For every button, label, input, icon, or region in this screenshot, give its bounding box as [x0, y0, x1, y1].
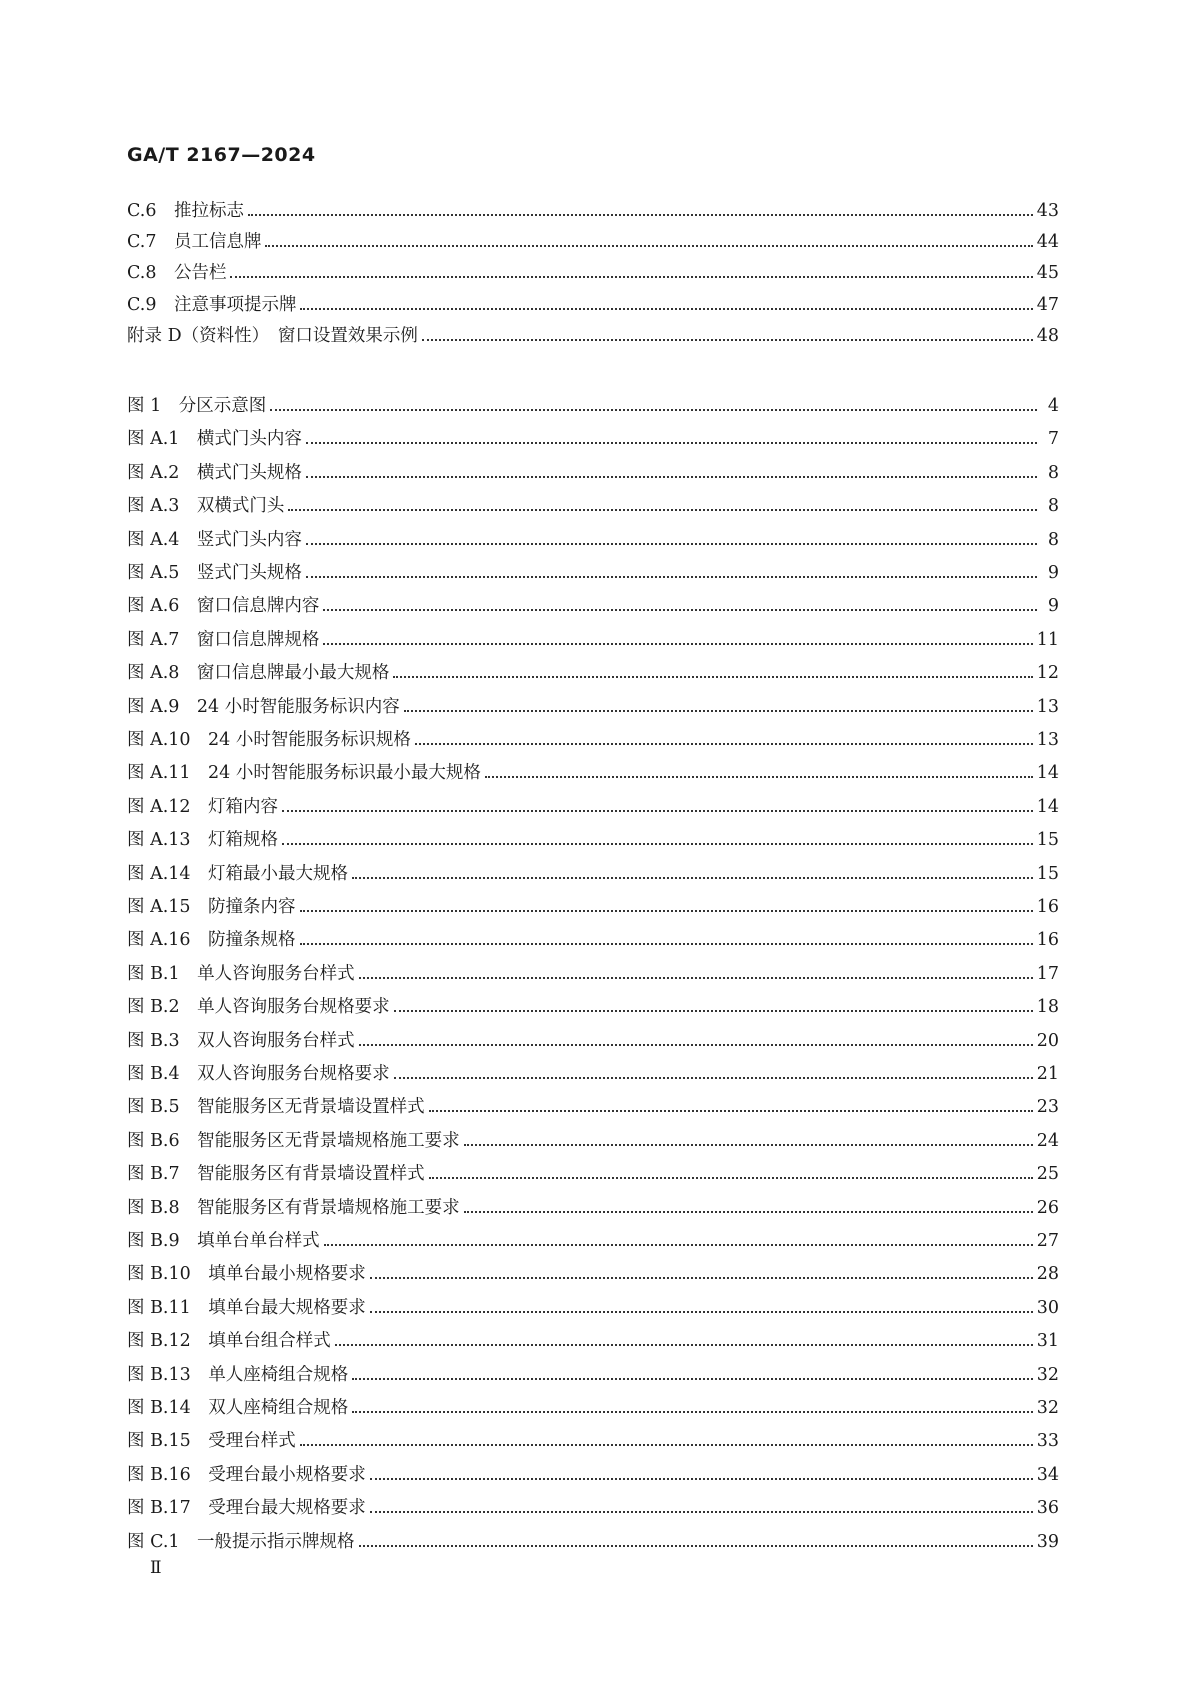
toc-entry[interactable] [127, 258, 1059, 284]
leader-dots [335, 1343, 1033, 1346]
toc-entry-label: C.7 员工信息牌 [127, 232, 262, 252]
toc-entry-label: C.6 推拉标志 [127, 201, 244, 221]
figure-entry[interactable] [127, 1126, 1059, 1152]
toc-entry-label: 图 B.13 单人座椅组合规格 [127, 1365, 349, 1385]
leader-dots [370, 1510, 1033, 1513]
toc-entry[interactable] [127, 227, 1059, 253]
leader-dots [429, 1176, 1033, 1179]
toc-entry-page: 12 [1036, 663, 1059, 683]
toc-entry-label: 图 B.16 受理台最小规格要求 [127, 1465, 366, 1485]
toc-entry-page: 8 [1047, 530, 1059, 550]
toc-entry-label: 图 A.1 横式门头内容 [127, 429, 302, 449]
toc-entry-page: 33 [1036, 1431, 1059, 1451]
toc-entry-label: 图 B.17 受理台最大规格要求 [127, 1498, 366, 1518]
leader-dots [393, 675, 1032, 678]
figure-entry[interactable] [127, 458, 1059, 484]
leader-dots [306, 441, 1037, 444]
toc-entry-label: 图 B.2 单人咨询服务台规格要求 [127, 997, 390, 1017]
leader-dots [282, 809, 1033, 812]
toc-entry-page: 30 [1036, 1298, 1059, 1318]
toc-entry-label: 图 A.8 窗口信息牌最小最大规格 [127, 663, 390, 683]
leader-dots [359, 1043, 1033, 1046]
figure-entry[interactable] [127, 424, 1059, 450]
toc-entry-label: 图 1 分区示意图 [127, 396, 267, 416]
leader-dots [464, 1143, 1033, 1146]
toc-entry-label: 图 B.9 填单台单台样式 [127, 1231, 320, 1251]
toc-entry-label: 图 B.7 智能服务区有背景墙设置样式 [127, 1164, 425, 1184]
figure-entry[interactable] [127, 658, 1059, 684]
leader-dots [370, 1276, 1033, 1279]
figure-entry[interactable] [127, 625, 1059, 651]
toc-entry-label: 图 A.13 灯箱规格 [127, 830, 279, 850]
figure-entry[interactable] [127, 1393, 1059, 1419]
toc-entry-label: C.8 公告栏 [127, 263, 227, 283]
leader-dots [323, 608, 1037, 611]
leader-dots [282, 842, 1033, 845]
leader-dots [265, 244, 1032, 247]
figure-entry[interactable] [127, 725, 1059, 751]
leader-dots [270, 408, 1037, 411]
leader-dots [324, 1243, 1033, 1246]
toc-entry[interactable] [127, 321, 1059, 347]
toc-entry-label: 图 B.8 智能服务区有背景墙规格施工要求 [127, 1198, 460, 1218]
leader-dots [394, 1076, 1033, 1079]
leader-dots [300, 942, 1033, 945]
toc-entry-label: 图 B.3 双人咨询服务台样式 [127, 1031, 355, 1051]
figure-entry[interactable] [127, 1360, 1059, 1386]
toc-entry-label: 图 A.10 24 小时智能服务标识规格 [127, 730, 411, 750]
toc-entry-label: 图 B.6 智能服务区无背景墙规格施工要求 [127, 1131, 460, 1151]
toc-entry-page: 8 [1047, 463, 1059, 483]
figure-entry[interactable] [127, 1460, 1059, 1486]
toc-entry-page: 21 [1036, 1064, 1059, 1084]
toc-entry-page: 9 [1047, 563, 1059, 583]
toc-entry-page: 15 [1036, 864, 1059, 884]
toc-entry-label: 图 C.1 一般提示指示牌规格 [127, 1532, 355, 1552]
toc-entry-label: 图 B.11 填单台最大规格要求 [127, 1298, 366, 1318]
leader-dots [415, 742, 1033, 745]
toc-entry-label: 图 B.14 双人座椅组合规格 [127, 1398, 349, 1418]
toc-entry-page: 48 [1036, 326, 1059, 346]
figure-entry[interactable] [127, 825, 1059, 851]
figure-entry[interactable] [127, 758, 1059, 784]
toc-entry-page: 32 [1036, 1398, 1059, 1418]
leader-dots [300, 1443, 1033, 1446]
toc-entry-page: 7 [1047, 429, 1059, 449]
figure-entry[interactable] [127, 1326, 1059, 1352]
toc-entry-page: 32 [1036, 1365, 1059, 1385]
figure-entry[interactable] [127, 892, 1059, 918]
toc-entry-page: 36 [1036, 1498, 1059, 1518]
toc-entry-label: 图 A.9 24 小时智能服务标识内容 [127, 697, 400, 717]
leader-dots [485, 775, 1033, 778]
leader-dots [300, 307, 1032, 310]
toc-entry-page: 25 [1036, 1164, 1059, 1184]
toc-entry-page: 39 [1036, 1532, 1059, 1552]
toc-entry-page: 26 [1036, 1198, 1059, 1218]
leader-dots [300, 909, 1033, 912]
toc-entry-page: 14 [1036, 797, 1059, 817]
leader-dots [323, 642, 1032, 645]
figure-entry[interactable] [127, 1259, 1059, 1285]
toc-entry-label: 图 B.12 填单台组合样式 [127, 1331, 331, 1351]
toc-entry-page: 11 [1036, 630, 1059, 650]
figure-entry[interactable] [127, 692, 1059, 718]
figure-entry[interactable] [127, 1493, 1059, 1519]
leader-dots [306, 575, 1037, 578]
toc-entry[interactable] [127, 196, 1059, 222]
toc-entry-page: 14 [1036, 763, 1059, 783]
figure-entry[interactable] [127, 1226, 1059, 1252]
figure-entry[interactable] [127, 1059, 1059, 1085]
figure-entry[interactable] [127, 925, 1059, 951]
toc-entry-label: 图 A.14 灯箱最小最大规格 [127, 864, 349, 884]
toc-entry-page: 24 [1036, 1131, 1059, 1151]
leader-dots [394, 1009, 1033, 1012]
toc-entry-label: 图 A.6 窗口信息牌内容 [127, 596, 320, 616]
standard-code: GA/T 2167—2024 [127, 144, 316, 166]
toc-entry-page: 18 [1036, 997, 1059, 1017]
leader-dots [352, 876, 1033, 879]
toc-entry-page: 47 [1036, 295, 1059, 315]
figure-entry[interactable] [127, 1293, 1059, 1319]
figure-entry[interactable] [127, 1026, 1059, 1052]
toc-entry-page: 34 [1036, 1465, 1059, 1485]
toc-entry-page: 9 [1047, 596, 1059, 616]
leader-dots [370, 1477, 1033, 1480]
leader-dots [352, 1377, 1032, 1380]
toc-entry-label: 图 A.2 横式门头规格 [127, 463, 302, 483]
leader-dots [370, 1310, 1033, 1313]
toc-entry-page: 15 [1036, 830, 1059, 850]
toc-entry-label: 图 A.16 防撞条规格 [127, 930, 296, 950]
toc-entry-label: 附录 D（资料性） 窗口设置效果示例 [127, 326, 418, 346]
toc-entry-page: 16 [1036, 930, 1059, 950]
figure-entry[interactable] [127, 1527, 1059, 1553]
figure-entry[interactable] [127, 1426, 1059, 1452]
toc-entry-label: 图 B.15 受理台样式 [127, 1431, 296, 1451]
toc-entry-page: 45 [1036, 263, 1059, 283]
toc-entry-page: 8 [1047, 496, 1059, 516]
toc-entry-label: 图 A.12 灯箱内容 [127, 797, 279, 817]
toc-entry-label: 图 A.15 防撞条内容 [127, 897, 296, 917]
toc-entry-label: 图 A.7 窗口信息牌规格 [127, 630, 320, 650]
leader-dots [429, 1109, 1033, 1112]
toc-entry-label: 图 A.11 24 小时智能服务标识最小最大规格 [127, 763, 481, 783]
toc-entry-page: 17 [1036, 964, 1059, 984]
figure-entry[interactable] [127, 1159, 1059, 1185]
leader-dots [404, 709, 1033, 712]
toc-entry-label: 图 A.3 双横式门头 [127, 496, 285, 516]
toc-entry-page: 43 [1036, 201, 1059, 221]
toc-entry-page: 27 [1036, 1231, 1059, 1251]
figure-entry[interactable] [127, 992, 1059, 1018]
toc-entry-page: 23 [1036, 1097, 1059, 1117]
toc-entry-page: 44 [1036, 232, 1059, 252]
figure-entry[interactable] [127, 959, 1059, 985]
page-number: Ⅱ [150, 1558, 162, 1578]
figure-entry[interactable] [127, 1193, 1059, 1219]
toc-entry-page: 16 [1036, 897, 1059, 917]
toc-entry[interactable] [127, 290, 1059, 316]
toc-entry-page: 13 [1036, 730, 1059, 750]
toc-entry-label: 图 B.4 双人咨询服务台规格要求 [127, 1064, 390, 1084]
toc-entry-page: 20 [1036, 1031, 1059, 1051]
figure-entry[interactable] [127, 1092, 1059, 1118]
toc-entry-label: 图 A.5 竖式门头规格 [127, 563, 302, 583]
leader-dots [230, 275, 1032, 278]
leader-dots [352, 1410, 1032, 1413]
figure-entry[interactable] [127, 591, 1059, 617]
toc-entry-page: 13 [1036, 697, 1059, 717]
leader-dots [248, 213, 1033, 216]
leader-dots [464, 1210, 1033, 1213]
figure-entry[interactable] [127, 859, 1059, 885]
leader-dots [306, 475, 1037, 478]
toc-entry-label: 图 B.5 智能服务区无背景墙设置样式 [127, 1097, 425, 1117]
toc-entry-label: 图 B.10 填单台最小规格要求 [127, 1264, 366, 1284]
figure-entry[interactable] [127, 391, 1059, 417]
leader-dots [288, 508, 1037, 511]
figure-entry[interactable] [127, 558, 1059, 584]
leader-dots [422, 338, 1033, 341]
toc-entry-label: 图 A.4 竖式门头内容 [127, 530, 302, 550]
toc-entry-label: C.9 注意事项提示牌 [127, 295, 297, 315]
toc-entry-page: 4 [1047, 396, 1059, 416]
leader-dots [359, 976, 1033, 979]
toc-entry-label: 图 B.1 单人咨询服务台样式 [127, 964, 355, 984]
figure-entry[interactable] [127, 792, 1059, 818]
figure-entry[interactable] [127, 491, 1059, 517]
leader-dots [359, 1544, 1033, 1547]
toc-entry-page: 28 [1036, 1264, 1059, 1284]
leader-dots [306, 542, 1037, 545]
toc-entry-page: 31 [1036, 1331, 1059, 1351]
figure-entry[interactable] [127, 525, 1059, 551]
